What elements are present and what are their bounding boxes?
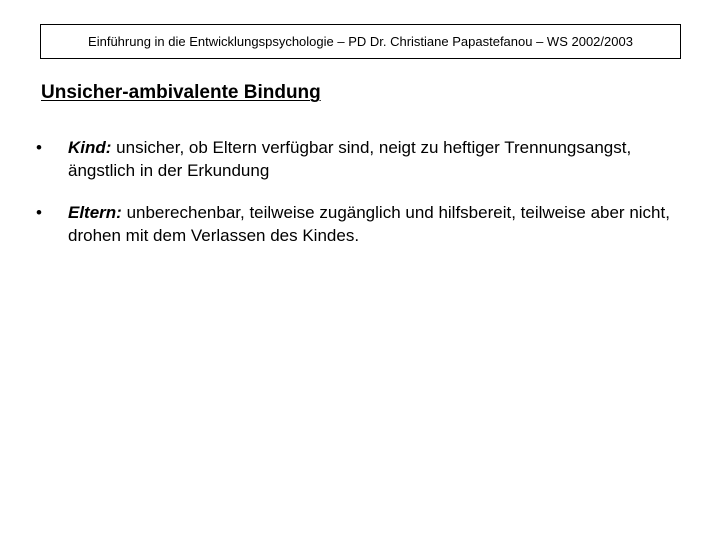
bullet-marker: • bbox=[36, 138, 42, 157]
lecture-header bbox=[40, 24, 681, 59]
slide-title: Unsicher-ambivalente Bindung bbox=[41, 82, 321, 103]
bullet-marker: • bbox=[36, 203, 42, 222]
bullet-list bbox=[31, 136, 671, 266]
bullet-item-eltern bbox=[31, 201, 671, 247]
bullet-item-kind bbox=[31, 136, 671, 182]
bullet-text: unberechenbar, teilweise zugänglich und hilfsbereit, teilweise aber nicht, drohen mit dem Verlassen des Kindes. bbox=[68, 203, 670, 245]
bullet-text: unsicher, ob Eltern verfügbar sind, neigt zu heftiger Trennungsangst, ängstlich in der Erkundung bbox=[68, 138, 632, 180]
bullet-term: Kind: bbox=[68, 138, 112, 157]
lecture-header-text: Einführung in die Entwicklungspsychologie – PD Dr. Christiane Papastefanou – WS 2002/2003 bbox=[88, 34, 633, 49]
bullet-term: Eltern: bbox=[68, 203, 122, 222]
